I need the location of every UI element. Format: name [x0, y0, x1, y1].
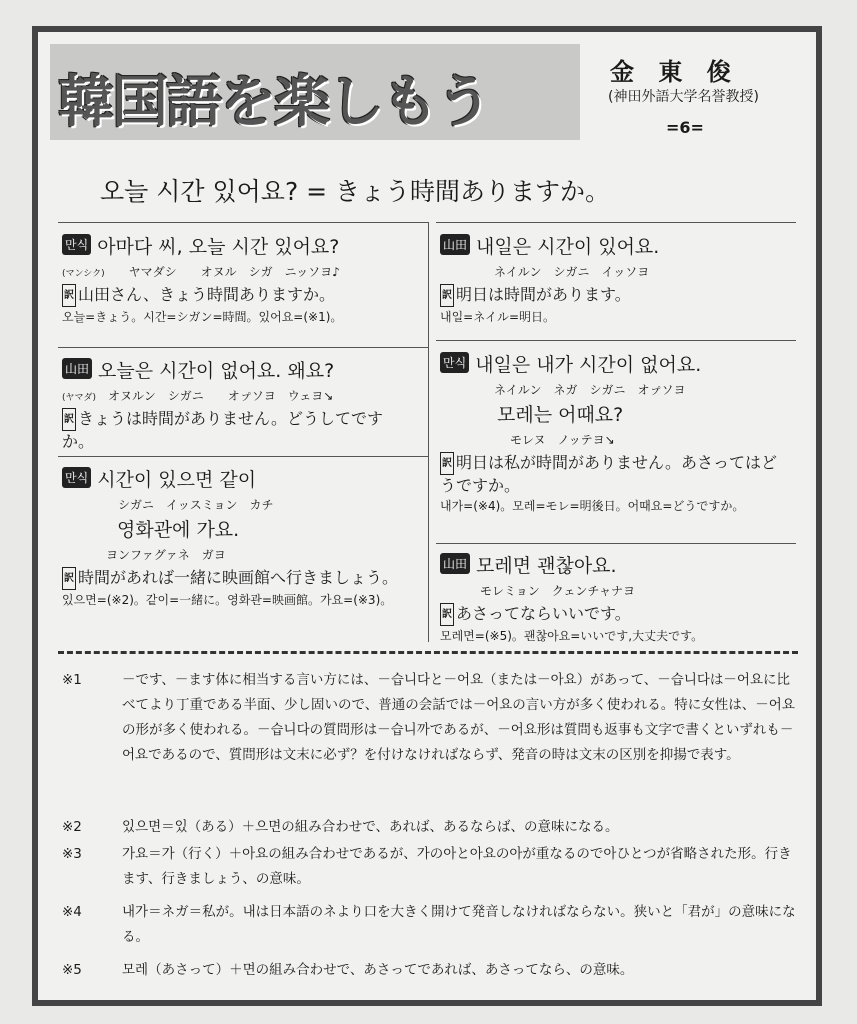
japanese-translation: 山田さん、きょう時間ありますか。: [78, 285, 335, 304]
japanese-translation: あさってならいいです。: [456, 604, 631, 623]
author-name: 金 東 俊: [610, 57, 739, 86]
translation-mark: 訳: [62, 567, 76, 590]
kana-reading: ネイルン ネガ シガニ オㇷ゚ソヨ: [494, 383, 686, 397]
kana-reading: ネイルン シガニ イッソヨ: [494, 265, 650, 279]
divider: [436, 222, 796, 223]
speaker-badge: 만식: [62, 467, 91, 488]
vocab-notes: 내가=(※4)。모레=モレ=明後日。어때요=どうですか。: [440, 499, 745, 513]
reading-label: (マンシク): [62, 269, 105, 279]
dialogue-line-5: [440, 350, 790, 514]
divider: [436, 340, 796, 341]
translation-mark: 訳: [62, 408, 76, 431]
footnote-text: －です、－ます体に相当する言い方には、－습니다と－어요（または－아요）があって、－습니다は－어요に比べてより丁重である半面、少し固いので、普通の会話では－어요の言い方が多く使われる。特に女性は、－어요の形が多く使われる。－습니다の質問形は－습니까であるが、－어요形は質問も返事も文字で書くといずれも－어요であるので、質問形は文末に必ず？を付けなければならず、発音の時は文末の区別を抑揚で表す。: [122, 672, 795, 763]
japanese-translation: 明日は私が時間がありません。あさってはどうですか。: [440, 453, 777, 495]
vocab-notes: 있으면=(※2)。같이=一緒に。영화관=映画館。가요=(※3)。: [62, 593, 393, 607]
author-affiliation: (神田外語大学名誉教授): [608, 89, 759, 105]
issue-number: =6=: [666, 118, 704, 137]
kana-reading: ヤマダシ オヌル シガ ニッソヨ♪: [128, 265, 340, 279]
korean-text-2: 영화관에 가요.: [117, 519, 240, 541]
divider: [58, 456, 428, 457]
korean-text: 모레면 괜찮아요.: [476, 555, 617, 577]
japanese-translation: 時間があれば一緒に映画館へ行きましょう。: [78, 568, 399, 587]
translation-mark: 訳: [62, 284, 76, 307]
column-divider: [428, 222, 429, 642]
speaker-badge: 山田: [62, 358, 92, 379]
footnote-text: 모레（あさって）＋면の組み合わせで、あさってであれば、あさってなら、の意味。: [122, 962, 634, 978]
translation-mark: 訳: [440, 284, 454, 307]
speaker-badge: 山田: [440, 234, 470, 255]
footnote-text: 내가＝ネガ＝私が。내は日本語のネより口を大きく開けて発音しなければならない。狭いと「君が」の意味になる。: [122, 904, 796, 945]
vocab-notes: 내일=ネイル=明日。: [440, 310, 556, 324]
kana-reading: シガニ イッスミョン カチ: [118, 498, 274, 512]
divider: [58, 222, 428, 223]
divider: [436, 543, 796, 544]
footnote-text: 가요＝가（行く）＋아요の組み合わせであるが、가の아と아요の아が重なるので아ひとつが省略された形。行きます、行きましょう、の意味。: [122, 846, 792, 887]
footnote-label: ※2: [62, 819, 82, 835]
kana-reading-2: モレヌ ノッテヨ↘: [510, 433, 615, 447]
column-title: 韓国語を楽しもう: [58, 69, 490, 135]
translation-mark: 訳: [440, 452, 454, 475]
vocab-notes: 오늘=きょう。시간=シガン=時間。있어요=(※1)。: [62, 310, 343, 324]
translation-mark: 訳: [440, 603, 454, 626]
footnote-label: ※5: [62, 962, 82, 978]
kana-reading: モレミョン クェンチャナヨ: [480, 584, 636, 598]
footnote-label: ※1: [62, 672, 82, 688]
dialogue-line-2: [62, 356, 422, 452]
korean-text: 오늘은 시간이 없어요. 왜요?: [98, 360, 335, 382]
reading-label: (ヤマダ): [62, 393, 97, 403]
footnote-label: ※3: [62, 846, 82, 862]
japanese-translation: きょうは時間がありません。どうしてですか。: [62, 409, 383, 451]
lesson-headline: 오늘 시간 있어요? = きょう時間ありますか。: [100, 177, 611, 206]
speaker-badge: 만식: [440, 352, 469, 373]
footnote-text: 있으면＝있（ある）＋으면の組み合わせで、あれば、あるならば、の意味になる。: [122, 819, 619, 835]
kana-reading: オヌルン シガニ オㇷ゚ソヨ ウェヨ↘: [108, 389, 334, 403]
japanese-translation: 明日は時間があります。: [456, 285, 631, 304]
footnote-label: ※4: [62, 904, 82, 920]
dashed-separator: [58, 651, 798, 654]
vocab-notes: 모레면=(※5)。괜찮아요=いいです,大丈夫です。: [440, 629, 704, 643]
dialogue-line-1: [62, 232, 422, 325]
kana-reading-2: ヨンファグァネ ガヨ: [106, 548, 226, 562]
korean-text: 내일은 내가 시간이 없어요.: [475, 354, 702, 376]
speaker-badge: 山田: [440, 553, 470, 574]
korean-text: 내일은 시간이 있어요.: [476, 236, 660, 258]
speaker-badge: 만식: [62, 234, 91, 255]
dialogue-line-6: [440, 551, 790, 644]
korean-text: 아마다 씨, 오늘 시간 있어요?: [97, 236, 340, 258]
dialogue-line-4: [440, 232, 790, 325]
korean-text: 시간이 있으면 같이: [97, 469, 257, 491]
dialogue-line-3: [62, 465, 422, 608]
korean-text-2: 모레는 어때요?: [497, 404, 624, 426]
divider: [58, 347, 428, 348]
